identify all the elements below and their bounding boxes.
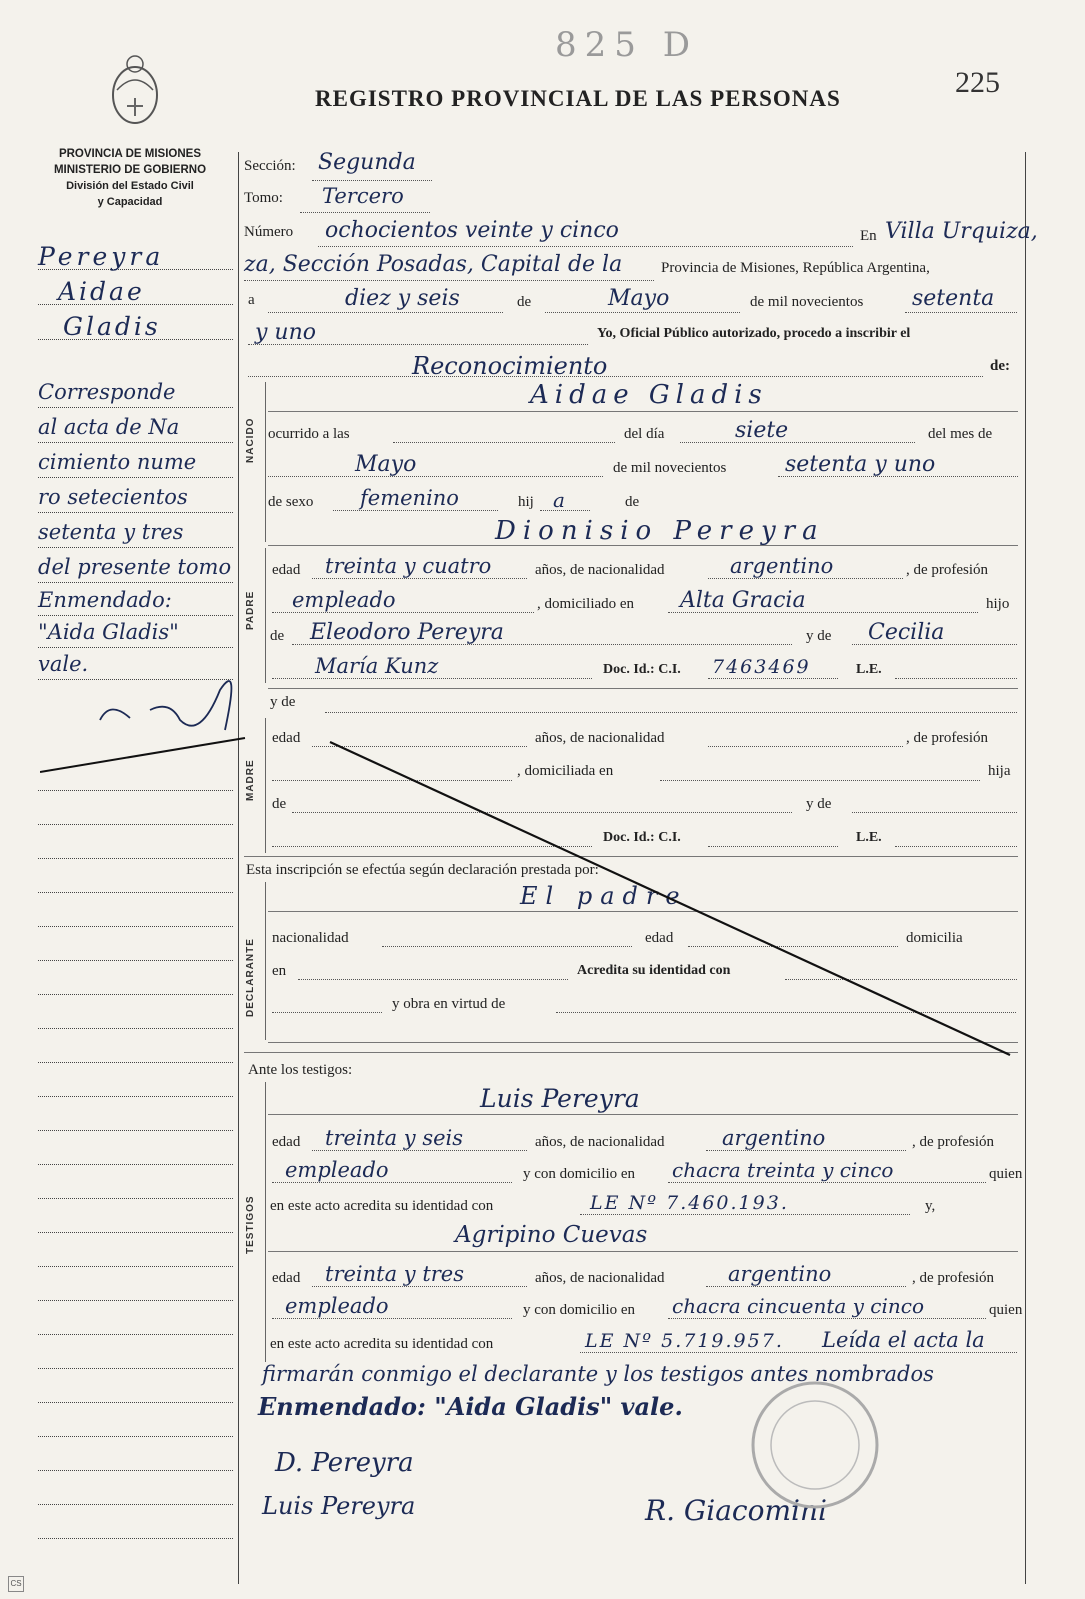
margin-note-line: vale. — [38, 652, 233, 680]
testigo1-quien-label: quien — [989, 1166, 1023, 1182]
margin-empty-line — [38, 994, 233, 995]
testigo1-edad-value: treinta y seis — [325, 1126, 464, 1150]
madre-anos-label: años, de nacionalidad — [535, 730, 665, 746]
madre-dom-label: , domiciliada en — [517, 763, 614, 779]
madre-name-line — [325, 712, 1017, 713]
numero-line — [318, 246, 853, 247]
margin-note-line: "Aida Gladis" — [38, 620, 233, 648]
margin-name-1: Aidae — [38, 277, 233, 305]
margin-empty-line — [38, 858, 233, 859]
padre-hijo-label: hijo — [986, 596, 1010, 612]
testigo1-dom-value: chacra treinta y cinco — [672, 1158, 894, 1182]
margin-empty-line — [38, 1334, 233, 1335]
page-number: 225 — [955, 66, 1000, 99]
margin-note-line: cimiento nume — [38, 450, 233, 478]
margin-initials-icon — [90, 660, 250, 770]
nacido-de-label: de — [625, 494, 640, 510]
tomo-line — [300, 212, 430, 213]
signature-testigo-1: Luis Pereyra — [262, 1492, 416, 1520]
margin-empty-line — [38, 790, 233, 791]
padre-anos-label: años, de nacionalidad — [535, 562, 665, 578]
sexo-line — [333, 510, 498, 511]
margin-empty-line — [38, 824, 233, 825]
madre-prof-label: , de profesión — [906, 730, 989, 746]
padre-name-line — [268, 545, 1018, 546]
closing-line-2: firmarán conmigo el declarante y los testigos antes nombrados — [262, 1362, 934, 1386]
nacido-year-label: de mil novecientos — [613, 460, 727, 476]
margin-empty-line — [38, 1300, 233, 1301]
del-dia-label: del día — [624, 426, 665, 442]
padre-section-label: PADRE — [245, 590, 256, 630]
padre-edad-value: treinta y cuatro — [325, 554, 492, 578]
padre-edad-label: edad — [272, 562, 301, 578]
hijo-line — [540, 510, 590, 511]
margin-empty-line — [38, 1402, 233, 1403]
dia-value: siete — [735, 418, 789, 443]
abuela-value: Cecilia — [868, 620, 945, 645]
testigo2-nac-line — [706, 1286, 906, 1287]
abuela-line-2 — [272, 678, 592, 679]
margin-note-line: al acta de Na — [38, 415, 233, 443]
signature-declarante: D. Pereyra — [275, 1448, 414, 1478]
margin-note-line: del presente tomo — [38, 555, 233, 583]
numero-value: ochocientos veinte y cinco — [325, 218, 619, 243]
declarante-obra-label: y obra en virtud de — [392, 996, 506, 1012]
testigo1-doc-line — [580, 1214, 910, 1215]
testigo2-quien-label: quien — [989, 1302, 1023, 1318]
abuelo-line — [292, 644, 792, 645]
seccion-line — [312, 180, 432, 181]
testigos-section-label: TESTIGOS — [245, 1195, 256, 1255]
abuelo-value: Eleodoro Pereyra — [310, 620, 504, 645]
ocurrido-label: ocurrido a las — [268, 426, 350, 442]
sexo-label: de sexo — [268, 494, 314, 510]
en-label: En — [860, 228, 877, 244]
margin-empty-line — [38, 960, 233, 961]
testigo1-dom-line — [668, 1182, 986, 1183]
abuela-value-2: María Kunz — [315, 654, 439, 678]
nacido-year-value: setenta y uno — [785, 452, 936, 477]
day-line — [268, 312, 503, 313]
margin-note-line: ro setecientos — [38, 485, 233, 513]
margin-empty-line — [38, 1504, 233, 1505]
testigo2-dom-label: y con domicilio en — [523, 1302, 636, 1318]
madre-top-line — [268, 688, 1018, 689]
hora-line — [393, 442, 615, 443]
margin-empty-line — [38, 892, 233, 893]
place-value: za, Sección Posadas, Capital de la — [244, 252, 623, 277]
margin-empty-line — [38, 1198, 233, 1199]
declarante-acredita-label: Acredita su identidad con — [577, 963, 731, 978]
declarante-nac-label: nacionalidad — [272, 930, 349, 946]
madre-divider — [265, 718, 266, 853]
testigo2-name: Agripino Cuevas — [455, 1222, 648, 1248]
padre-prof-line — [272, 612, 534, 613]
madre-le-label: L.E. — [856, 830, 882, 845]
padre-doc-line — [708, 678, 838, 679]
testigo2-acredita-label: en este acto acredita su identidad con — [270, 1336, 494, 1352]
declarante-dom-label: domicilia — [906, 930, 963, 946]
madre-section-label: MADRE — [245, 759, 256, 801]
oficial-label: Yo, Oficial Público autorizado, procedo a inscribir el — [597, 326, 911, 341]
padre-nac-value: argentino — [730, 554, 834, 578]
tomo-label: Tomo: — [244, 190, 283, 206]
testigo2-dom-value: chacra cincuenta y cinco — [672, 1294, 925, 1318]
margin-empty-line — [38, 1164, 233, 1165]
madre-y-de-label-2: y de — [806, 796, 832, 812]
testigo1-edad-line — [312, 1150, 527, 1151]
nacido-divider — [265, 382, 266, 542]
margin-empty-line — [38, 1062, 233, 1063]
testigo1-nac-line — [706, 1150, 906, 1151]
abuela-line — [852, 644, 1017, 645]
declarante-edad-label: edad — [645, 930, 674, 946]
testigo1-name: Luis Pereyra — [480, 1084, 640, 1113]
testigo2-prof-line — [272, 1318, 512, 1319]
testigo1-doc-value: LE Nº 7.460.193. — [590, 1192, 789, 1214]
org-line-2: MINISTERIO DE GOBIERNO — [53, 164, 207, 176]
org-line-3: División del Estado Civil — [66, 180, 194, 192]
dia-line — [680, 442, 915, 443]
year-value-2: y uno — [255, 320, 317, 345]
seccion-label: Sección: — [244, 158, 296, 174]
declarante-intro-label: Esta inscripción se efectúa según declaración prestada por: — [246, 862, 599, 878]
person-name: Aidae Gladis — [530, 380, 768, 410]
margin-note-line: Corresponde — [38, 380, 233, 408]
testigo1-y-label: y, — [925, 1198, 936, 1214]
org-line-4: y Capacidad — [97, 196, 163, 208]
tomo-value: Tercero — [322, 184, 404, 208]
sexo-value: femenino — [360, 486, 459, 510]
organization-header — [30, 146, 230, 210]
testigo1-prof-label: , de profesión — [912, 1134, 995, 1150]
margin-empty-line — [38, 1538, 233, 1539]
mes-value: Mayo — [355, 452, 417, 477]
declarante-divider — [265, 882, 266, 1040]
margin-name-2: Gladis — [38, 312, 233, 340]
closing-line-1: Leída el acta la — [822, 1328, 985, 1352]
testigo1-anos-label: años, de nacionalidad — [535, 1134, 665, 1150]
padre-doc-value: 7463469 — [712, 656, 811, 678]
padre-dom-line — [668, 612, 978, 613]
padre-edad-line — [312, 578, 527, 579]
strikethrough-line — [320, 730, 1020, 1070]
testigo1-edad-label: edad — [272, 1134, 301, 1150]
testigo1-prof-value: empleado — [285, 1158, 389, 1182]
padre-name: Dionisio Pereyra — [495, 516, 825, 546]
declarante-value: El padre — [520, 882, 688, 910]
nacido-section-label: NACIDO — [245, 417, 256, 463]
padre-y-de-label: y de — [806, 628, 832, 644]
margin-empty-line — [38, 1436, 233, 1437]
margin-surname: Pereyra — [38, 242, 233, 270]
testigo1-name-line — [268, 1114, 1018, 1115]
testigos-divider — [265, 1082, 266, 1362]
page-title: REGISTRO PROVINCIAL DE LAS PERSONAS — [315, 86, 841, 111]
madre-de-label: de — [272, 796, 287, 812]
official-stamp-icon — [735, 1375, 895, 1515]
nacido-year-line — [778, 476, 1018, 477]
padre-prof-value: empleado — [292, 588, 396, 612]
margin-empty-line — [38, 1266, 233, 1267]
place-line — [244, 280, 654, 281]
testigo1-acredita-label: en este acto acredita su identidad con — [270, 1198, 494, 1214]
padre-le-label: L.E. — [856, 662, 882, 677]
testigo2-anos-label: años, de nacionalidad — [535, 1270, 665, 1286]
margin-note-line: Enmendado: — [38, 588, 233, 616]
signature-oficial: R. Giacomini — [645, 1494, 827, 1527]
padre-le-line — [895, 678, 1017, 679]
testigo2-doc-line — [580, 1352, 1017, 1353]
org-line-1: PROVINCIA DE MISIONES — [58, 148, 202, 160]
declarante-section-label: DECLARANTE — [245, 938, 256, 1017]
padre-doc-label: Doc. Id.: C.I. — [603, 662, 681, 677]
acto-line — [248, 376, 983, 377]
de-label: de — [517, 294, 532, 310]
year-value: setenta — [912, 286, 995, 311]
margin-empty-line — [38, 926, 233, 927]
de-label-2: de: — [990, 358, 1010, 374]
madre-hija-label: hija — [988, 763, 1011, 779]
testigo2-dom-line — [668, 1318, 986, 1319]
testigos-intro-label: Ante los testigos: — [248, 1062, 353, 1078]
padre-de-label: de — [270, 628, 285, 644]
year-label: de mil novecientos — [750, 294, 864, 310]
testigo2-edad-line — [312, 1286, 527, 1287]
testigo2-prof-value: empleado — [285, 1294, 389, 1318]
margin-empty-line — [38, 1470, 233, 1471]
testigo2-nac-value: argentino — [728, 1262, 832, 1286]
margin-empty-line — [38, 1232, 233, 1233]
acto-value: Reconocimiento — [412, 352, 608, 380]
testigo1-nac-value: argentino — [722, 1126, 826, 1150]
year-line-2 — [248, 344, 588, 345]
province-label: Provincia de Misiones, República Argentina, — [661, 260, 930, 276]
padre-divider — [265, 548, 266, 683]
year-line — [905, 312, 1017, 313]
margin-empty-line — [38, 1130, 233, 1131]
madre-y-de-label: y de — [270, 694, 296, 710]
testigo1-prof-line — [272, 1182, 512, 1183]
testigo2-doc-value: LE Nº 5.719.957. — [585, 1330, 784, 1352]
testigo2-edad-label: edad — [272, 1270, 301, 1286]
madre-edad-label: edad — [272, 730, 301, 746]
closing-line-3: Enmendado: "Aida Gladis" vale. — [258, 1392, 683, 1421]
del-mes-label: del mes de — [928, 426, 993, 442]
a-label: a — [248, 292, 255, 308]
margin-empty-line — [38, 1096, 233, 1097]
handwritten-reference-number: 825 D — [555, 25, 698, 65]
margin-note-line: setenta y tres — [38, 520, 233, 548]
hijo-value: a — [553, 488, 565, 512]
testigo2-prof-label: , de profesión — [912, 1270, 995, 1286]
testigo2-name-line — [268, 1251, 1018, 1252]
coat-of-arms-icon — [105, 50, 165, 130]
margin-empty-line — [38, 1028, 233, 1029]
day-value: diez y seis — [345, 286, 460, 311]
hijo-label: hij — [518, 494, 534, 510]
testigo1-dom-label: y con domicilio en — [523, 1166, 636, 1182]
en-value: Villa Urquiza, — [885, 219, 1038, 244]
declarante-en-label: en — [272, 963, 287, 979]
seccion-value: Segunda — [318, 150, 416, 175]
scanner-logo-icon: CS — [8, 1576, 24, 1592]
margin-empty-line — [38, 1368, 233, 1369]
padre-dom-value: Alta Gracia — [680, 588, 806, 613]
testigo2-edad-value: treinta y tres — [325, 1262, 465, 1286]
month-value: Mayo — [608, 286, 670, 311]
madre-doc-label: Doc. Id.: C.I. — [603, 830, 681, 845]
padre-prof-label: , de profesión — [906, 562, 989, 578]
mes-line — [268, 476, 603, 477]
numero-label: Número — [244, 224, 294, 240]
person-name-line — [268, 411, 1018, 412]
padre-nac-line — [708, 578, 903, 579]
month-line — [545, 312, 740, 313]
padre-dom-label: , domiciliado en — [537, 596, 635, 612]
